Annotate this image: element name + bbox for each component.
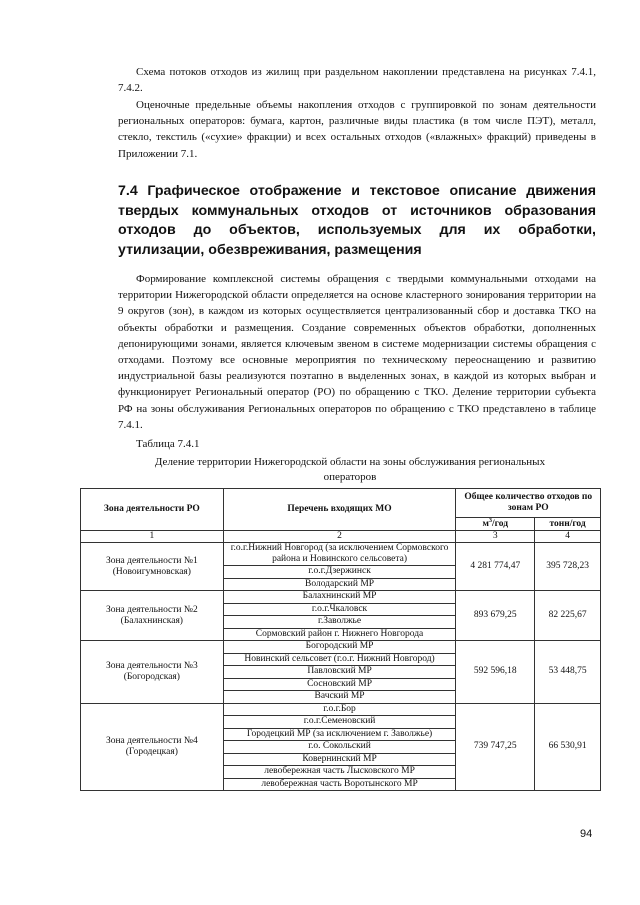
mo-cell: г.о.г.Чкаловск	[223, 603, 456, 616]
volume-m3-cell: 4 281 774,47	[456, 543, 535, 591]
header-total: Общее количество отходов по зонам РО	[456, 489, 601, 518]
header-mo: Перечень входящих МО	[223, 489, 456, 531]
mo-cell: Володарский МР	[223, 578, 456, 591]
col-number-3: 3	[456, 531, 535, 543]
intro-paragraph-2: Оценочные предельные объемы накопления отходов с группировкой по зонам деятельности региональных операторов: бумага, картон, различные виды пластика (в том числе ПЭТ), металл, стекло, текстиль («сухие» фракции) и всех остальных отходов («влажных» фракций) приведены в Приложении 7.1.	[118, 99, 596, 160]
table-row	[81, 543, 601, 566]
volume-tons-cell: 66 530,91	[535, 703, 601, 791]
mo-cell: г.о. Сокольский	[223, 741, 456, 754]
volume-tons-cell: 82 225,67	[535, 591, 601, 641]
col-number-2: 2	[223, 531, 456, 543]
col-number-1: 1	[81, 531, 224, 543]
section-paragraph: Формирование комплексной системы обращения с твердыми коммунальными отходами на территории Нижегородской области определяется на основе кластерного зонирования территории на 9 округов (зон), в каждом из которых осуществляется централизованный сбор и доставка ТКО на объекты обработки и размещения. Создание современных объектов обработки, дополненных депонирующими зонами, является ключевым звеном в системе модернизации системы обращения с отходами. Поэтому все основные мероприятия по техническому переоснащению и развитию индустриальной базы реализуются поэтапно в выделенных зонах, в каждой из которых выбран и функционирует Региональный оператор (РО) по обращению с ТКО. Деление территории субъекта РФ на зоны обслуживания Региональных операторов по обращению с ТКО представлено в таблице 7.4.1.	[118, 273, 596, 431]
volume-m3-cell: 893 679,25	[456, 591, 535, 641]
zone-name-cell: Зона деятельности №1 (Новоигумновская)	[81, 543, 224, 591]
header-unit-tons: тонн/год	[535, 518, 601, 531]
mo-cell: Сормовский район г. Нижнего Новгорода	[223, 628, 456, 641]
mo-cell: г.Заволжье	[223, 616, 456, 629]
volume-m3-cell: 592 596,18	[456, 641, 535, 704]
mo-cell: Городецкий МР (за исключением г. Заволжье)	[223, 728, 456, 741]
mo-cell: Богородский МР	[223, 641, 456, 654]
table-label: Таблица 7.4.1	[136, 438, 200, 450]
mo-cell: левобережная часть Воротынского МР	[223, 778, 456, 791]
table-caption: Деление территории Нижегородской области на зоны обслуживания региональных операторов	[154, 456, 546, 483]
header-zone: Зона деятельности РО	[81, 489, 224, 531]
mo-cell: г.о.г.Нижний Новгород (за исключением Сормовского района и Новинского сельсовета)	[223, 543, 456, 566]
mo-cell: г.о.г.Дзержинск	[223, 566, 456, 579]
mo-cell: Сосновский МР	[223, 678, 456, 691]
mo-cell: Балахнинский МР	[223, 591, 456, 604]
zone-name-cell: Зона деятельности №2 (Балахнинская)	[81, 591, 224, 641]
mo-cell: Павловский МР	[223, 666, 456, 679]
intro-paragraph-1: Схема потоков отходов из жилищ при раздельном накоплении представлена на рисунках 7.4.1, 7.4.2.	[118, 66, 596, 95]
col-number-4: 4	[535, 531, 601, 543]
section-heading: 7.4 Графическое отображение и текстовое описание движения твердых коммунальных отходов от источников образования отходов до объектов, используемых для их обработки, утилизации, обезвреживания, размещения	[118, 183, 596, 258]
mo-cell: г.о.г.Семеновский	[223, 716, 456, 729]
zones-table	[80, 488, 601, 791]
zone-name-cell: Зона деятельности №3 (Богородская)	[81, 641, 224, 704]
volume-tons-cell: 395 728,23	[535, 543, 601, 591]
header-unit-m3: $м^3$/год	[456, 518, 535, 531]
zone-name-cell: Зона деятельности №4 (Городецкая)	[81, 703, 224, 791]
mo-cell: Новинский сельсовет (г.о.г. Нижний Новгород)	[223, 653, 456, 666]
table-row	[81, 641, 601, 654]
mo-cell: Ковернинский МР	[223, 753, 456, 766]
mo-cell: левобережная часть Лысковского МР	[223, 766, 456, 779]
mo-cell: Вачский МР	[223, 691, 456, 704]
page-number: 94	[580, 828, 593, 840]
mo-cell: г.о.г.Бор	[223, 703, 456, 716]
volume-tons-cell: 53 448,75	[535, 641, 601, 704]
table-row	[81, 591, 601, 604]
volume-m3-cell: 739 747,25	[456, 703, 535, 791]
table-row	[81, 703, 601, 716]
